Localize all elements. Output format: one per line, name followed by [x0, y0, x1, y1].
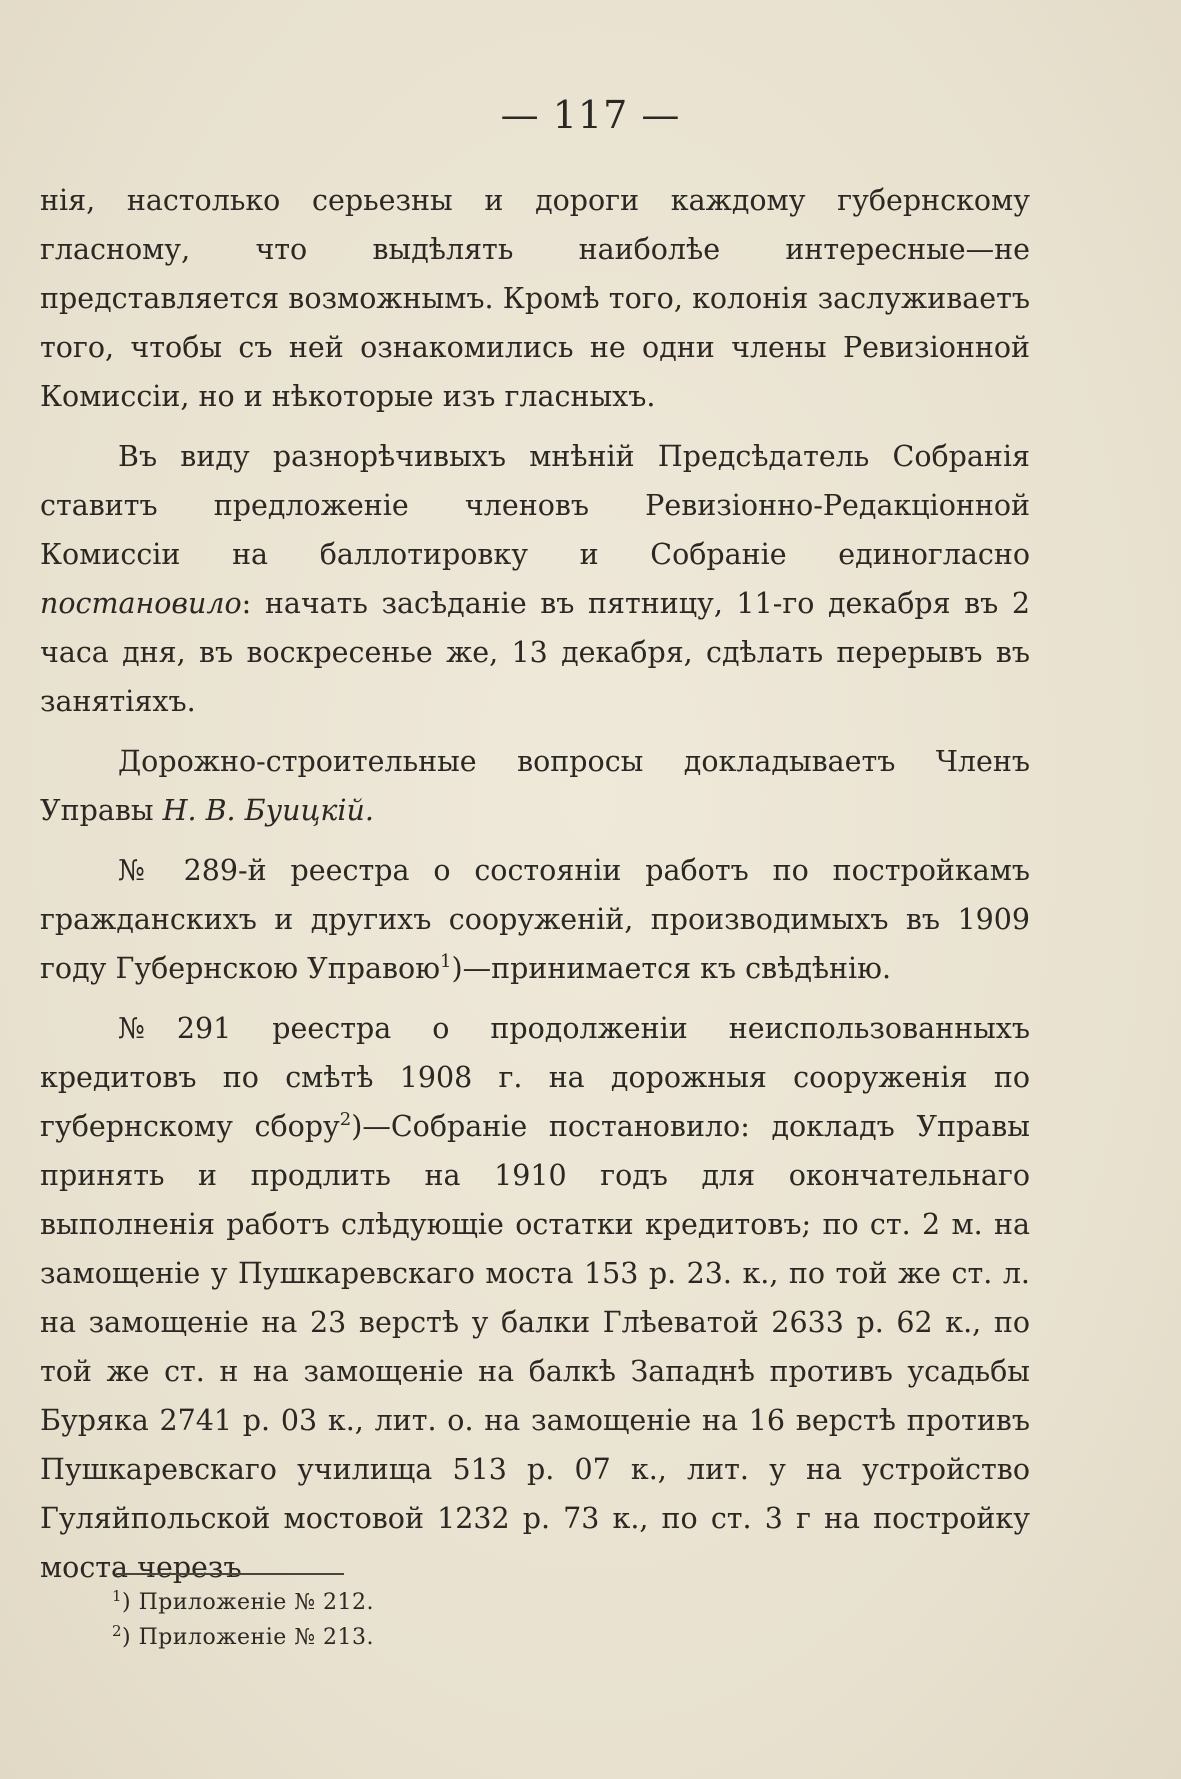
body-text: [40, 176, 1030, 1603]
paragraph-text: №291 реестра о продолженіи неиспользованныхъ кредитовъ по смѣтѣ 1908 г. на дорожныя сооруженія по губернскому сбору: [40, 1012, 1030, 1143]
paragraph-resolution: [40, 432, 1030, 726]
paragraph-text: Въ виду разнорѣчивыхъ мнѣній Предсѣдатель Собранія ставитъ предложеніе членовъ Ревизіонно-Редакціонной Комиссіи на баллотировку и Собраніе единогласно: [40, 440, 1030, 571]
footnote-text: ) Приложеніе № 212.: [122, 1590, 375, 1615]
footnote: [112, 1585, 912, 1620]
footnote-ref: 2: [339, 1109, 352, 1130]
page-number: — 117 —: [500, 93, 681, 137]
footnotes: [112, 1585, 912, 1655]
paragraph-registry-291: [40, 1004, 1030, 1592]
paragraph-text: )—Собраніе постановило: докладъ Управы принять и продлить на 1910 годъ для окончательнаго выполненія работъ слѣдующіе остатки кредитовъ; по ст. 2 м. на замощеніе у Пушкаревскаго моста 153 р. 23. к., по той же ст. л. на замощеніе на 23 верстѣ у балки Глѣеватой 2633 р. 62 к., по той же ст. н на замощеніе на балкѣ Западнѣ противъ усадьбы Буряка 2741 р. 03 к., лит. о. на замощеніе на 16 верстѣ противъ Пушкаревскаго училища 513 р. 07 к., лит. у на устройство Гуляйпольской мостовой 1232 р. 73 к., по ст. 3 г на постройку моста черезъ: [40, 1110, 1030, 1584]
footnote-mark: 1: [112, 1587, 123, 1605]
paragraph-text: Дорожно-строительные вопросы докладываетъ Членъ Управы: [40, 745, 1030, 827]
paragraph-text: )—принимается къ свѣдѣнію.: [451, 952, 892, 985]
paragraph-text: : начать засѣданіе въ пятницу, 11-го декабря въ 2 часа дня, въ воскресенье же, 13 декабря, сдѣлать перерывъ въ занятіяхъ.: [40, 587, 1030, 718]
footnote: [112, 1620, 912, 1655]
paragraph-text: № 289-й реестра о состояніи работъ по постройкамъ гражданскихъ и другихъ сооруженій, производимыхъ въ 1909 году Губернскою Управою: [40, 854, 1030, 985]
paragraph-text: нія, настолько серьезны и дороги каждому губернскому гласному, что выдѣлять наиболѣе интересные—не представляется возможнымъ. Кромѣ того, колонія заслуживаетъ того, чтобы съ ней ознакомились не одни члены Ревизіонной Комиссіи, но и нѣкоторые изъ гласныхъ.: [40, 184, 1030, 413]
paragraph-registry-289: [40, 846, 1030, 993]
footnote-text: ) Приложеніе № 213.: [122, 1625, 375, 1650]
speaker-name: Н. В. Буицкій.: [162, 794, 374, 827]
emphasized-word: постановило: [40, 587, 242, 620]
footnote-divider: [116, 1573, 344, 1575]
paragraph-continuation: [40, 176, 1030, 421]
footnote-ref: 1: [440, 951, 452, 972]
footnote-mark: 2: [112, 1622, 123, 1640]
paragraph-road-questions: [40, 737, 1030, 835]
